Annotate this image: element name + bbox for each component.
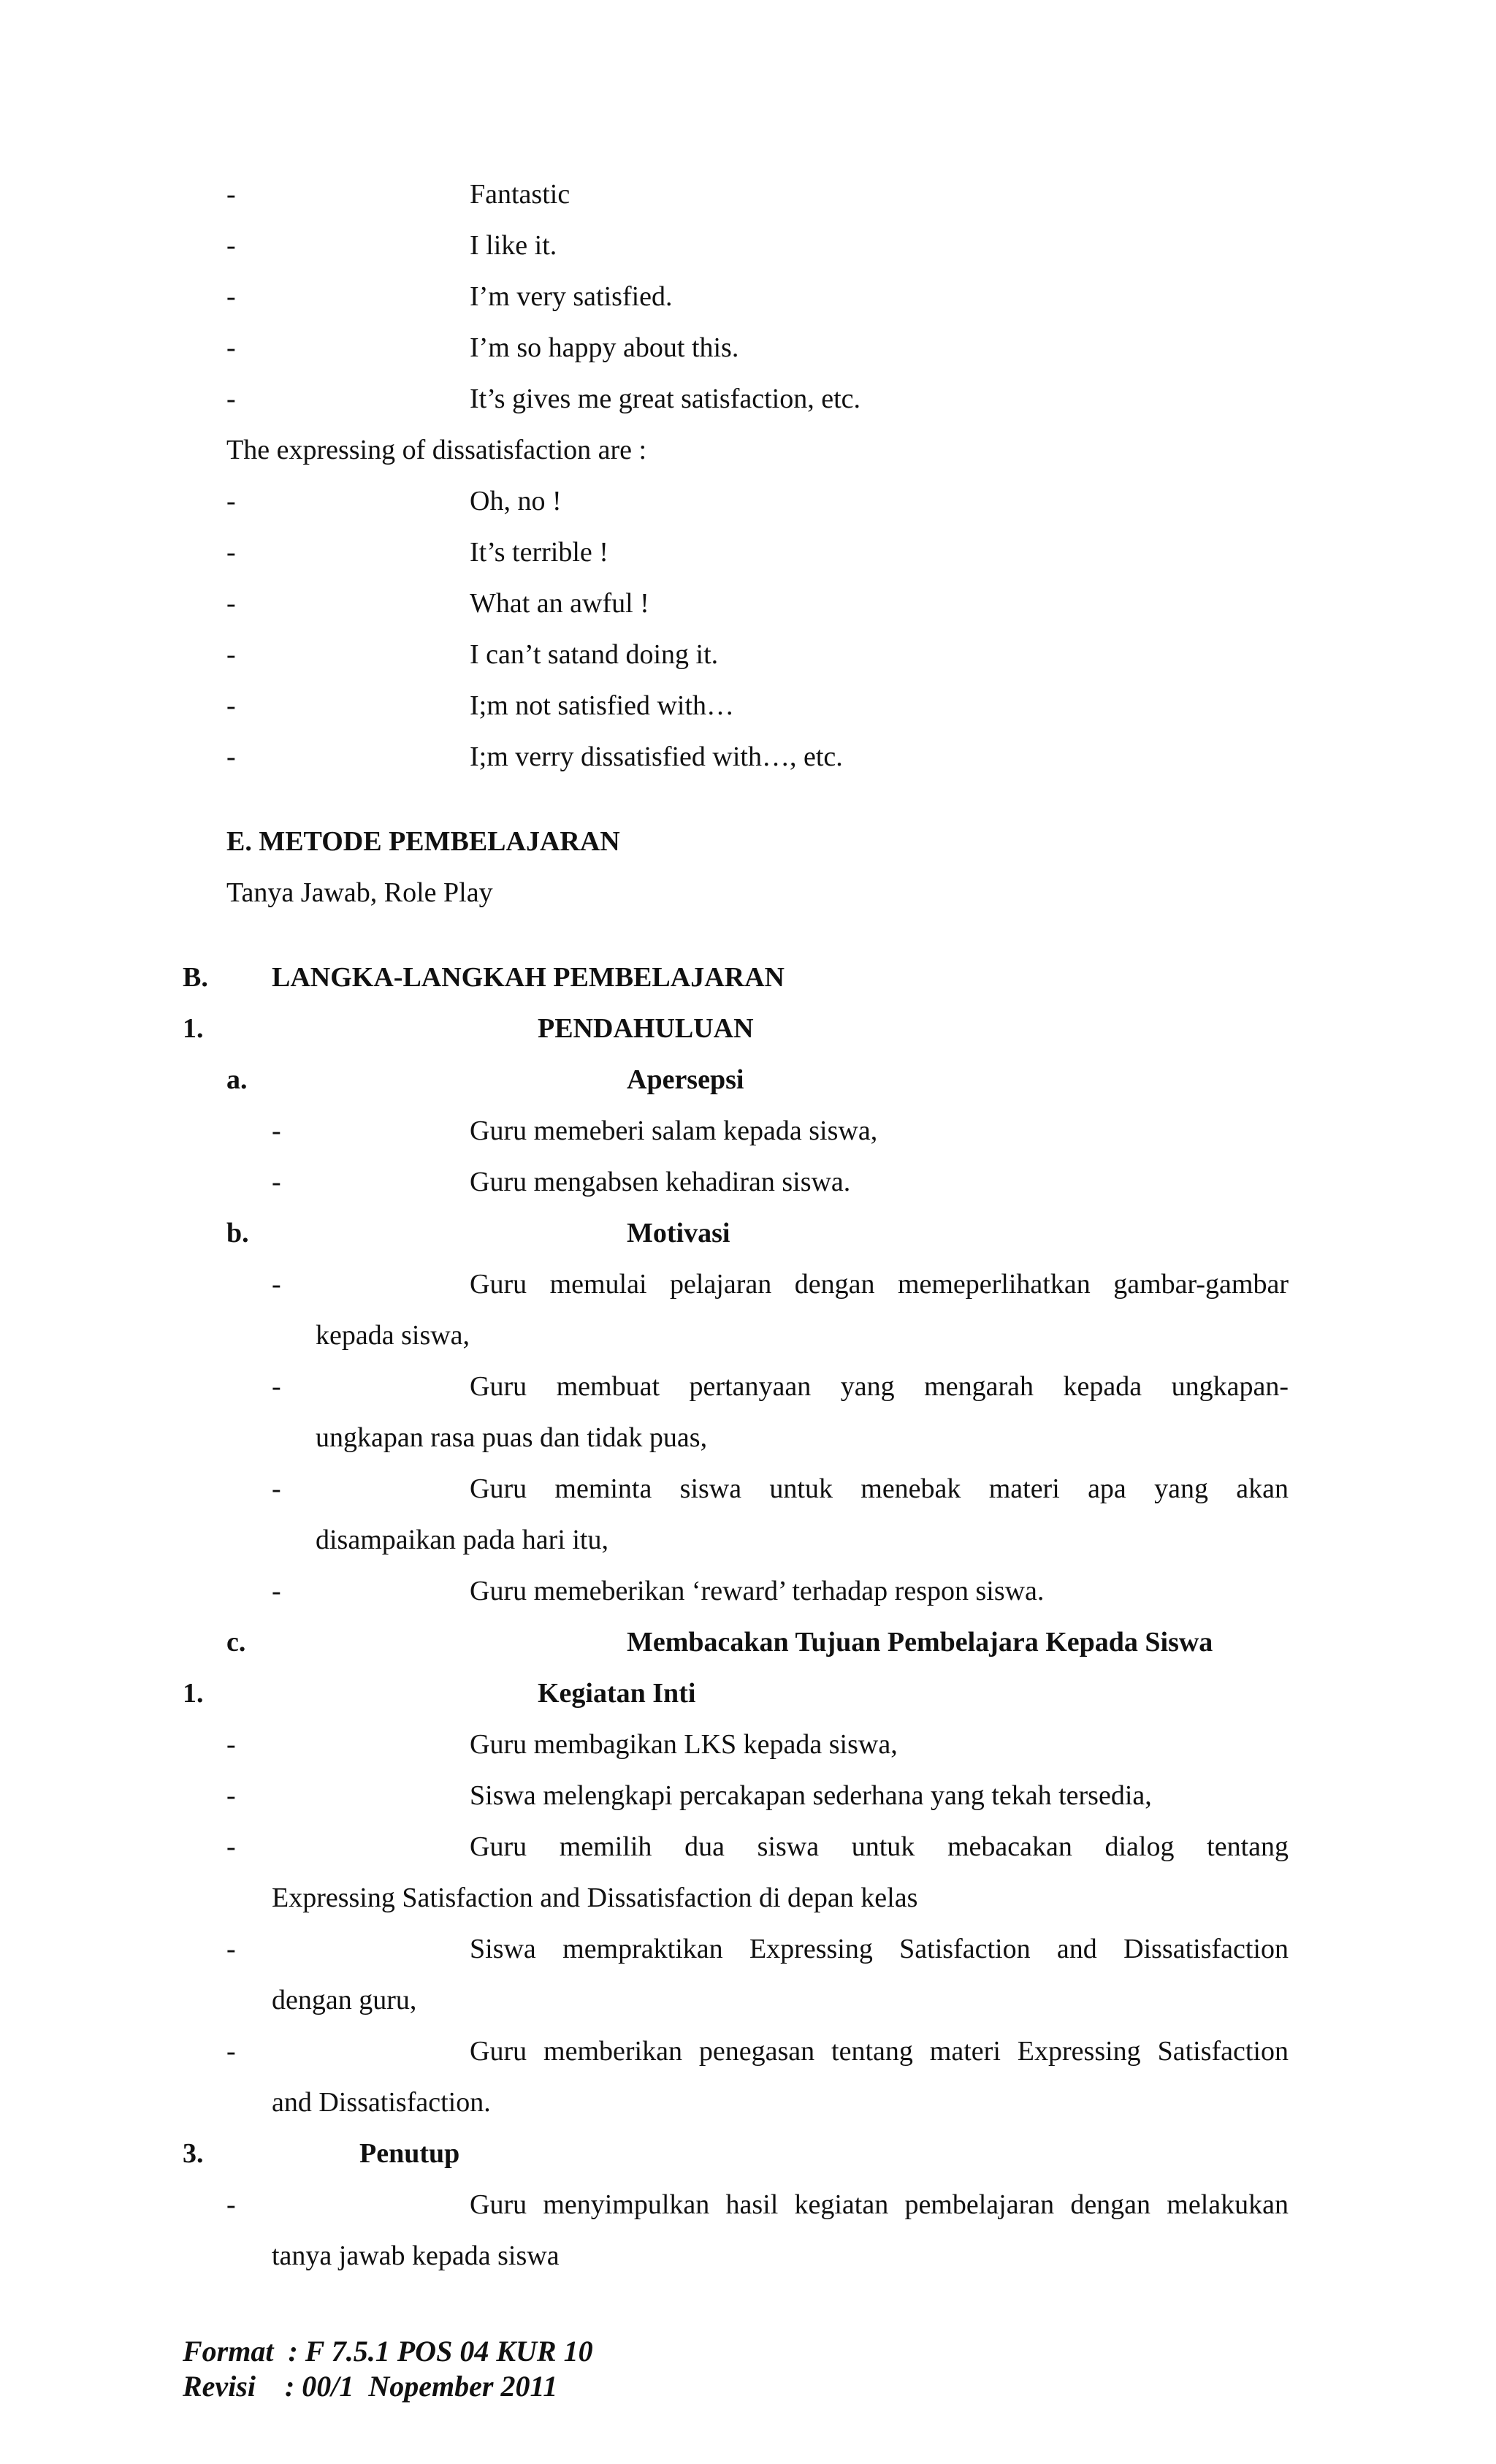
bullet-dash: - (226, 1729, 236, 1760)
list-item: Guru memilih dua siswa untuk mebacakan dialog tentang (470, 1831, 1289, 1862)
list-item-continuation: dengan guru, (272, 1985, 417, 2015)
list-item: Guru memeberikan ‘reward’ terhadap respon siswa. (470, 1576, 1045, 1606)
list-item: It’s gives me great satisfaction, etc. (470, 384, 860, 414)
penutup-heading: Penutup (359, 2138, 460, 2169)
bullet-dash: - (226, 588, 236, 619)
footer-revisi: Revisi : 00/1 Nopember 2011 (183, 2370, 558, 2403)
bullet-dash: - (226, 639, 236, 670)
list-item: I’m very satisfied. (470, 281, 673, 312)
list-item: Fantastic (470, 179, 570, 210)
apersepsi-marker: a. (226, 1064, 248, 1095)
tujuan-marker: c. (226, 1627, 246, 1658)
bullet-dash: - (226, 486, 236, 516)
bullet-dash: - (226, 332, 236, 363)
list-item: Guru memeberi salam kepada siswa, (470, 1115, 878, 1146)
pendahuluan-heading: PENDAHULUAN (538, 1013, 754, 1044)
bullet-dash: - (272, 1167, 281, 1197)
bullet-dash: - (226, 384, 236, 414)
bullet-dash: - (226, 2189, 236, 2220)
list-item-continuation: kepada siswa, (316, 1320, 470, 1351)
bullet-dash: - (272, 1115, 281, 1146)
bullet-dash: - (226, 179, 236, 210)
list-item: Guru mengabsen kehadiran siswa. (470, 1167, 851, 1197)
list-item-continuation: disampaikan pada hari itu, (316, 1525, 608, 1555)
tujuan-heading: Membacakan Tujuan Pembelajara Kepada Siswa (627, 1627, 1213, 1658)
bullet-dash: - (226, 690, 236, 721)
list-item: Guru membagikan LKS kepada siswa, (470, 1729, 898, 1760)
list-item: Oh, no ! (470, 486, 562, 516)
bullet-dash: - (272, 1269, 281, 1300)
list-item: What an awful ! (470, 588, 649, 619)
list-item: Guru menyimpulkan hasil kegiatan pembelajaran dengan melakukan (470, 2189, 1289, 2220)
bullet-dash: - (226, 537, 236, 568)
list-item-continuation: tanya jawab kepada siswa (272, 2240, 560, 2271)
bullet-dash: - (272, 1473, 281, 1504)
list-item-continuation: ungkapan rasa puas dan tidak puas, (316, 1422, 708, 1453)
list-item: I’m so happy about this. (470, 332, 739, 363)
pendahuluan-marker: 1. (183, 1013, 204, 1044)
bullet-dash: - (226, 281, 236, 312)
kegiatan-inti-heading: Kegiatan Inti (538, 1678, 696, 1709)
list-item: I like it. (470, 230, 557, 261)
bullet-dash: - (226, 1934, 236, 1964)
list-item: I;m verry dissatisfied with…, etc. (470, 741, 843, 772)
list-item: Guru membuat pertanyaan yang mengarah kepada ungkapan- (470, 1371, 1289, 1402)
list-item: Siswa mempraktikan Expressing Satisfaction and Dissatisfaction (470, 1934, 1289, 1964)
list-item-continuation: Expressing Satisfaction and Dissatisfaction di depan kelas (272, 1883, 918, 1913)
list-item: Guru memberikan penegasan tentang materi Expressing Satisfaction (470, 2036, 1289, 2067)
list-item: I;m not satisfied with… (470, 690, 735, 721)
section-e-body: Tanya Jawab, Role Play (226, 877, 493, 908)
footer-format: Format : F 7.5.1 POS 04 KUR 10 (183, 2335, 593, 2368)
bullet-dash: - (272, 1371, 281, 1402)
section-b-marker: B. (183, 962, 208, 993)
section-b-heading: LANGKA-LANGKAH PEMBELAJARAN (272, 962, 785, 993)
bullet-dash: - (226, 1831, 236, 1862)
penutup-marker: 3. (183, 2138, 204, 2169)
bullet-dash: - (226, 230, 236, 261)
bullet-dash: - (226, 2036, 236, 2067)
bullet-dash: - (226, 1780, 236, 1811)
bullet-dash: - (272, 1576, 281, 1606)
list-item: Siswa melengkapi percakapan sederhana yang tekah tersedia, (470, 1780, 1152, 1811)
apersepsi-heading: Apersepsi (627, 1064, 744, 1095)
section-e-heading: E. METODE PEMBELAJARAN (226, 826, 620, 857)
motivasi-heading: Motivasi (627, 1218, 730, 1248)
list-item: I can’t satand doing it. (470, 639, 719, 670)
kegiatan-inti-marker: 1. (183, 1678, 204, 1709)
motivasi-marker: b. (226, 1218, 249, 1248)
bullet-dash: - (226, 741, 236, 772)
list-item: Guru memulai pelajaran dengan memeperlihatkan gambar-gambar (470, 1269, 1289, 1300)
list-item: It’s terrible ! (470, 537, 608, 568)
list-item-continuation: and Dissatisfaction. (272, 2087, 491, 2118)
dissatisfaction-intro: The expressing of dissatisfaction are : (226, 435, 647, 465)
list-item: Guru meminta siswa untuk menebak materi apa yang akan (470, 1473, 1289, 1504)
